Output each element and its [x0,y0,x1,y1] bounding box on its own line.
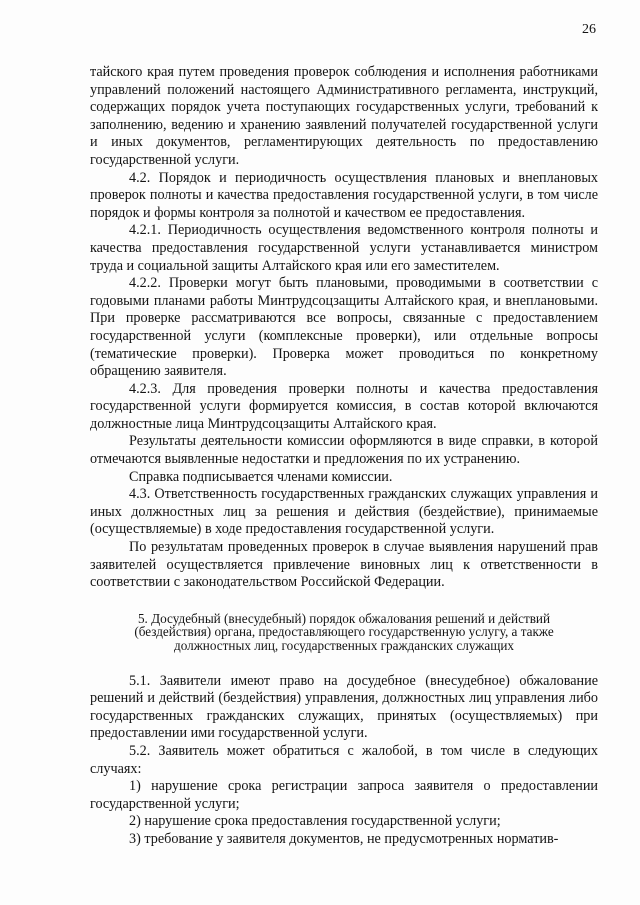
paragraph: 4.2.3. Для проведения проверки полноты и качества предоставления государственной услуги формируется комиссия, в состав которой включаются должностные лица Минтрудсоцзащиты Алтайского края. [90,380,598,432]
paragraph: 4.2. Порядок и периодичность осуществления плановых и внеплановых проверок полноты и качества предоставления государственной услуги, в том числе порядок и формы контроля за полнотой и качеством ее предоставления. [90,169,598,221]
paragraphs-bottom [90,673,598,849]
paragraph: 1) нарушение срока регистрации запроса заявителя о предоставлении государственной услуги; [90,778,598,812]
paragraph: По результатам проведенных проверок в случае выявления нарушений прав заявителей осуществляется привлечение виновных лиц к ответственности в соответствии с законодательством Российской Федерации. [90,539,598,591]
document-body [90,64,598,849]
paragraph: 4.3. Ответственность государственных гражданских служащих управления и иных должностных лиц за решения и действия (бездействие), принимаемые (осуществляемые) в ходе предоставления государственной услуги. [90,486,598,538]
paragraphs-top [90,64,598,592]
paragraph: Справка подписывается членами комиссии. [129,468,393,485]
paragraph: 5.2. Заявитель может обратиться с жалобой, в том числе в следующих случаях: [90,742,598,777]
paragraph: Результаты деятельности комиссии оформляются в виде справки, в которой отмечаются выявленные недостатки и предложения по их устранению. [90,433,598,468]
paragraph: 5.1. Заявители имеют право на досудебное (внесудебное) обжалование решений и действий (бездействия) управления, должностных лиц управления либо государственных гражданских служащих, принятых (осуществляемых) при предоставлении ими государственной услуги. [90,672,598,742]
paragraph: тайского края путем проведения проверок соблюдения и исполнения работниками управлений положений настоящего Административного регламента, инструкций, содержащих порядок учета поступающих государственных услуги, требований к заполнению, ведению и хранению заявлений получателей государственной услуги и иных документов, регламентирующих деятельность по предоставлению государственной услуги. [90,64,598,168]
paragraph: 3) требование у заявителя документов, не предусмотренных норматив- [129,830,559,847]
section-heading: 5. Досудебный (внесудебный) порядок обжалования решений и действий (бездействия) органа, предоставляющего государственную услугу, а также должностных лиц, государственных гражданских служащих [134,610,554,653]
paragraph: 2) нарушение срока предоставления государственной услуги; [129,813,501,830]
paragraph: 4.2.2. Проверки могут быть плановыми, проводимыми в соответствии с годовыми планами работы Минтрудсоцзащиты Алтайского края, и внеплановыми. При проверке рассматриваются все вопросы, связанные с предоставлением государственной услуги (комплексные проверки), или отдельные вопросы (тематические проверки). Проверка может проводиться по конкретному обращению заявителя. [90,275,598,380]
paragraph: 4.2.1. Периодичность осуществления ведомственного контроля полноты и качества предоставления государственной услуги устанавливается министром труда и социальной защиты Алтайского края или его заместителем. [90,222,598,274]
page-number: 26 [582,22,596,37]
